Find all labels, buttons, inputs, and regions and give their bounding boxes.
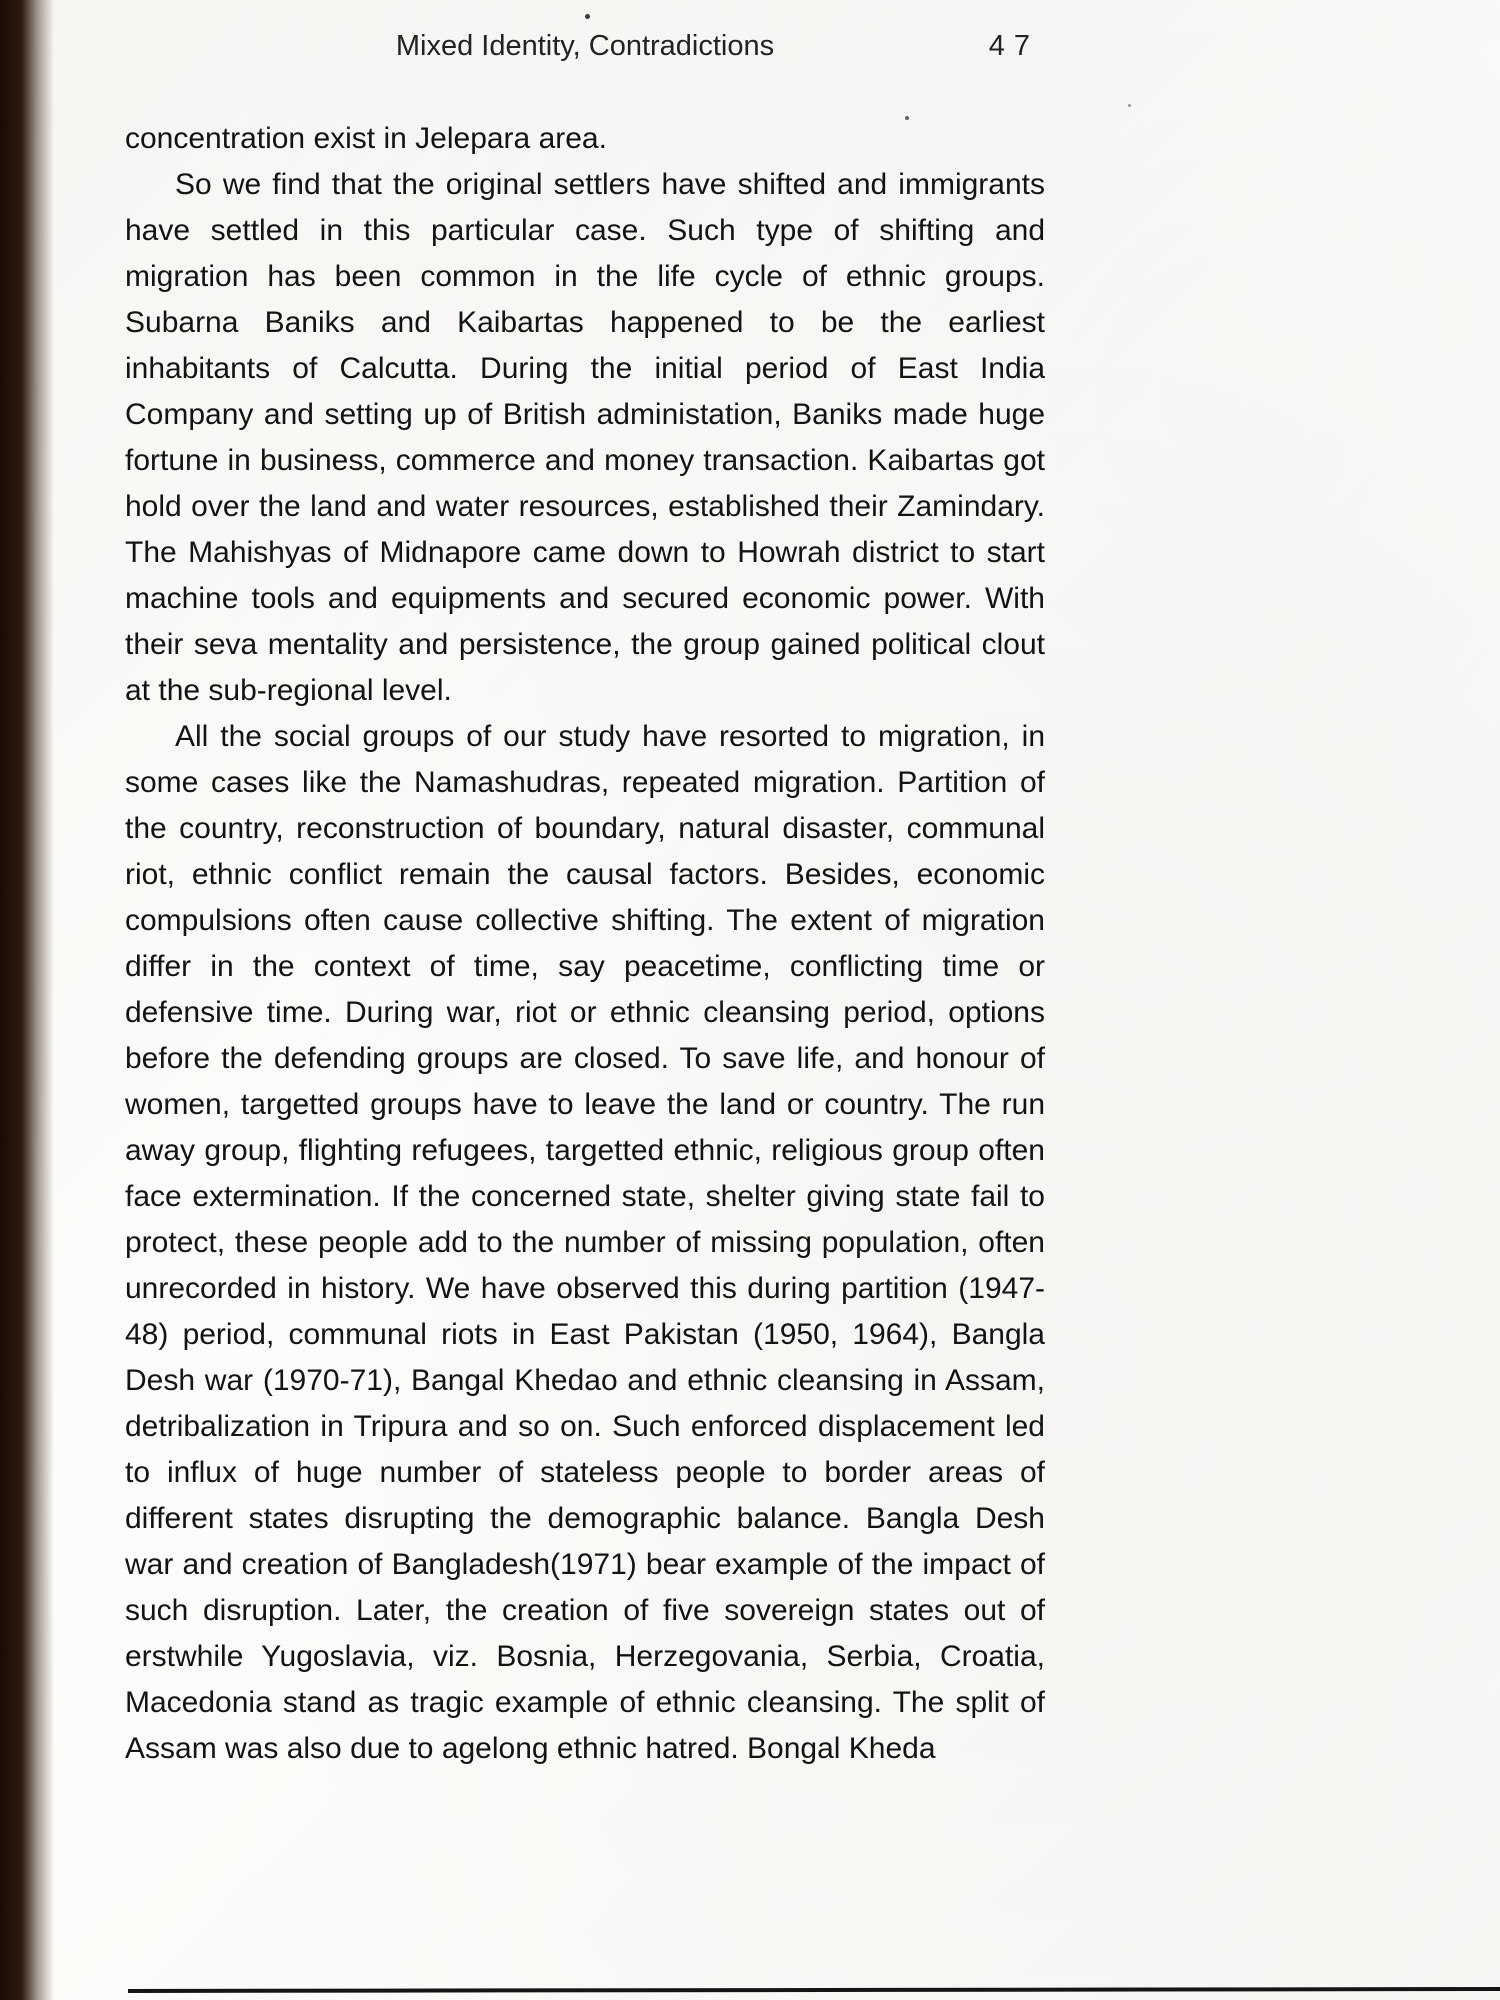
- paragraph: concentration exist in Jelepara area.: [125, 122, 607, 155]
- scan-bottom-edge-line: [128, 1987, 1500, 1993]
- paragraph: So we find that the original settlers have shifted and immigrants have settled in this particular case. Such type of shifting and migration has been common in the life cycle of ethnic groups. Subarna Baniks and Kaibartas happened to be the earliest inhabitants of Calcutta. During the initial period of East India Company and setting up of British administation, Baniks made huge fortune in business, commerce and money transaction. Kaibartas got hold over the land and water resources, established their Zamindary. The Mahishyas of Midnapore came down to Howrah district to start machine tools and equipments and secured economic power. With their seva mentality and persistence, the group gained political clout at the sub-regional level.: [125, 168, 1045, 707]
- scan-speck: [1128, 104, 1131, 107]
- scan-left-edge-shadow: [0, 0, 54, 2000]
- page-content: [125, 30, 1045, 1772]
- running-header-title: Mixed Identity, Contradictions: [395, 30, 775, 62]
- page-number: 47: [988, 30, 1039, 62]
- scan-speck: [585, 14, 590, 19]
- page-header: [125, 30, 1045, 72]
- body-text: [125, 116, 1045, 1772]
- paragraph: All the social groups of our study have resorted to migration, in some cases like the Namashudras, repeated migration. Partition of the country, reconstruction of boundary, natural disaster, communal riot, ethnic conflict remain the causal factors. Besides, economic compulsions often cause collective shifting. The extent of migration differ in the context of time, say peacetime, conflicting time or defensive time. During war, riot or ethnic cleansing period, options before the defending groups are closed. To save life, and honour of women, targetted groups have to leave the land or country. The run away group, flighting refugees, targetted ethnic, religious group often face extermination. If the concerned state, shelter giving state fail to protect, these people add to the number of missing population, often unrecorded in history. We have observed this during partition (1947-48) period, communal riots in East Pakistan (1950, 1964), Bangla Desh war (1970-71), Bangal Khedao and ethnic cleansing in Assam, detribalization in Tripura and so on. Such enforced displacement led to influx of huge number of stateless people to border areas of different states disrupting the demographic balance. Bangla Desh war and creation of Bangladesh(1971) bear example of the impact of such disruption. Later, the creation of five sovereign states out of erstwhile Yugoslavia, viz. Bosnia, Herzegovania, Serbia, Croatia, Macedonia stand as tragic example of ethnic cleansing. The split of Assam was also due to agelong ethnic hatred. Bongal Kheda: [125, 720, 1045, 1765]
